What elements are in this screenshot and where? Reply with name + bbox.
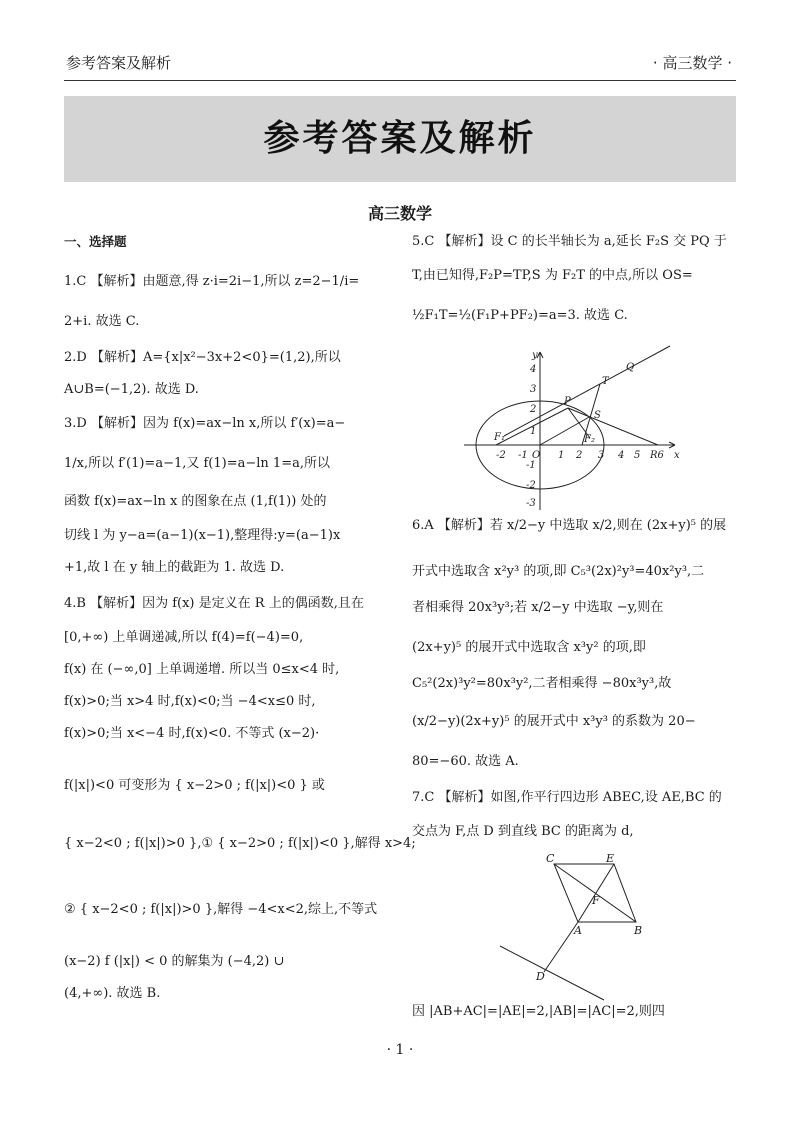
answer-line: 因 |AB+AC|=|AE|=2,|AB|=|AC|=2,则四 (412, 1004, 665, 1019)
answer-line: (2x+y)⁵ 的展开式中选取含 x³y² 的项,即 (412, 640, 646, 655)
answer-line: 6.A 【解析】若 x/2−y 中选取 x/2,则在 (2x+y)⁵ 的展 (412, 518, 727, 533)
x-tick-label: 4 (618, 450, 625, 461)
y-tick-label: -1 (526, 460, 536, 471)
answer-line: f(|x|)<0 可变形为 { x−2>0 ; f(|x|)<0 } 或 (64, 778, 325, 793)
header-subject: · 高三数学 · (652, 54, 732, 72)
page-number: · 1 · (386, 1042, 414, 1058)
header-divider (64, 80, 736, 81)
origin-label: O (532, 450, 541, 461)
answer-line: (x−2) f (|x|) < 0 的解集为 (−4,2) ∪ (64, 954, 285, 969)
answer-line: +1,故 l 在 y 轴上的截距为 1. 故选 D. (64, 560, 285, 575)
answer-line: f(x) 在 (−∞,0] 上单调递增. 所以当 0≤x<4 时, (64, 662, 340, 677)
point-label-q: Q (626, 362, 635, 373)
section-heading: 一、选择题 (64, 234, 127, 249)
answer-line: 7.C 【解析】如图,作平行四边形 ABEC,设 AE,BC 的 (412, 790, 722, 805)
answer-line: 1.C 【解析】由题意,得 z·i=2i−1,所以 z=2−1/i= (64, 274, 360, 289)
point-label-a: A (574, 924, 582, 937)
answer-line: 函数 f(x)=ax−ln x 的图象在点 (1,f(1)) 处的 (64, 494, 327, 509)
point-label-d: D (536, 970, 545, 983)
answer-line: 80=−60. 故选 A. (412, 754, 519, 769)
y-tick-label: -2 (526, 480, 536, 491)
banner-title: 参考答案及解析 (263, 118, 537, 159)
line-through-d (500, 946, 604, 1000)
answer-line: 切线 l 为 y−a=(a−1)(x−1),整理得:y=(a−1)x (64, 528, 341, 543)
answer-line: 5.C 【解析】设 C 的长半轴长为 a,延长 F₂S 交 PQ 于 (412, 234, 727, 249)
y-tick-label: 3 (530, 384, 537, 395)
x-tick-label: R6 (650, 450, 664, 461)
y-tick-label: 4 (530, 364, 537, 375)
answer-line: [0,+∞) 上单调递减,所以 f(4)=f(−4)=0, (64, 630, 304, 645)
answer-line: f(x)>0;当 x>4 时,f(x)<0;当 −4<x≤0 时, (64, 694, 316, 709)
point-label-f2: F₂ (584, 434, 595, 445)
answer-line: { x−2<0 ; f(|x|)>0 },① { x−2>0 ; f(|x|)<0 },解得 x>4; (64, 836, 416, 851)
tangent-line-pq (504, 346, 670, 436)
point-label-b: B (634, 924, 643, 937)
answer-line: 交点为 F,点 D 到直线 BC 的距离为 d, (412, 824, 634, 839)
x-axis-label: x (674, 450, 680, 461)
x-tick-label: 1 (558, 450, 565, 461)
point-label-c: C (546, 852, 555, 865)
x-tick-label: 5 (634, 450, 641, 461)
header-left-title: 参考答案及解析 (66, 54, 172, 72)
x-tick-label: -1 (518, 450, 528, 461)
title-banner (64, 96, 736, 182)
answer-line: 3.D 【解析】因为 f(x)=ax−ln x,所以 f′(x)=a− (64, 416, 346, 431)
x-tick-label: 2 (576, 450, 583, 461)
answer-line: 2+i. 故选 C. (64, 314, 140, 329)
y-tick-label: -3 (526, 498, 536, 509)
answer-line: 开式中选取含 x²y³ 的项,即 C₅³(2x)²y³=40x²y³,二 (412, 564, 705, 579)
answer-line: 者相乘得 20x³y³;若 x/2−y 中选取 −y,则在 (412, 600, 664, 615)
subject-heading: 高三数学 (367, 204, 432, 223)
answer-line: 4.B 【解析】因为 f(x) 是定义在 R 上的偶函数,且在 (64, 596, 364, 611)
y-axis-label: y (532, 350, 538, 361)
point-label-e: E (606, 852, 615, 865)
y-tick-label: 2 (530, 404, 537, 415)
answer-line: C₅²(2x)³y²=80x³y²,二者相乘得 −80x³y³,故 (412, 676, 672, 691)
answer-line: f(x)>0;当 x<−4 时,f(x)<0. 不等式 (x−2)· (64, 726, 320, 741)
axis-arrows (537, 352, 675, 448)
ellipse-figure (460, 344, 690, 514)
answer-line: A∪B=(−1,2). 故选 D. (64, 382, 199, 397)
answer-line: 2.D 【解析】A={x|x²−3x+2<0}=(1,2),所以 (64, 350, 341, 365)
answer-line: (x/2−y)(2x+y)⁵ 的展开式中 x³y³ 的系数为 20− (412, 714, 696, 729)
x-tick-label: -2 (496, 450, 506, 461)
point-label-s: S (594, 410, 601, 421)
point-label-p: P (564, 396, 571, 407)
point-label-t: T (602, 376, 609, 387)
segment-ad (544, 922, 578, 972)
answer-line: ② { x−2<0 ; f(|x|)>0 },解得 −4<x<2,综上,不等式 (64, 902, 378, 917)
answer-line: ½F₁T=½(F₁P+PF₂)=a=3. 故选 C. (412, 308, 628, 323)
parallelogram-figure (496, 850, 656, 1004)
answer-line: 1/x,所以 f′(1)=a−1,又 f(1)=a−ln 1=a,所以 (64, 456, 330, 471)
point-label-f1: F₁ (494, 432, 505, 443)
y-tick-label: 1 (530, 426, 537, 437)
diagonal-ea (578, 864, 614, 922)
answer-line: (4,+∞). 故选 B. (64, 986, 161, 1001)
x-tick-label: 3 (598, 450, 605, 461)
point-label-f: F (592, 894, 600, 907)
answer-line: T,由已知得,F₂P=TP,S 为 F₂T 的中点,所以 OS= (412, 268, 693, 283)
